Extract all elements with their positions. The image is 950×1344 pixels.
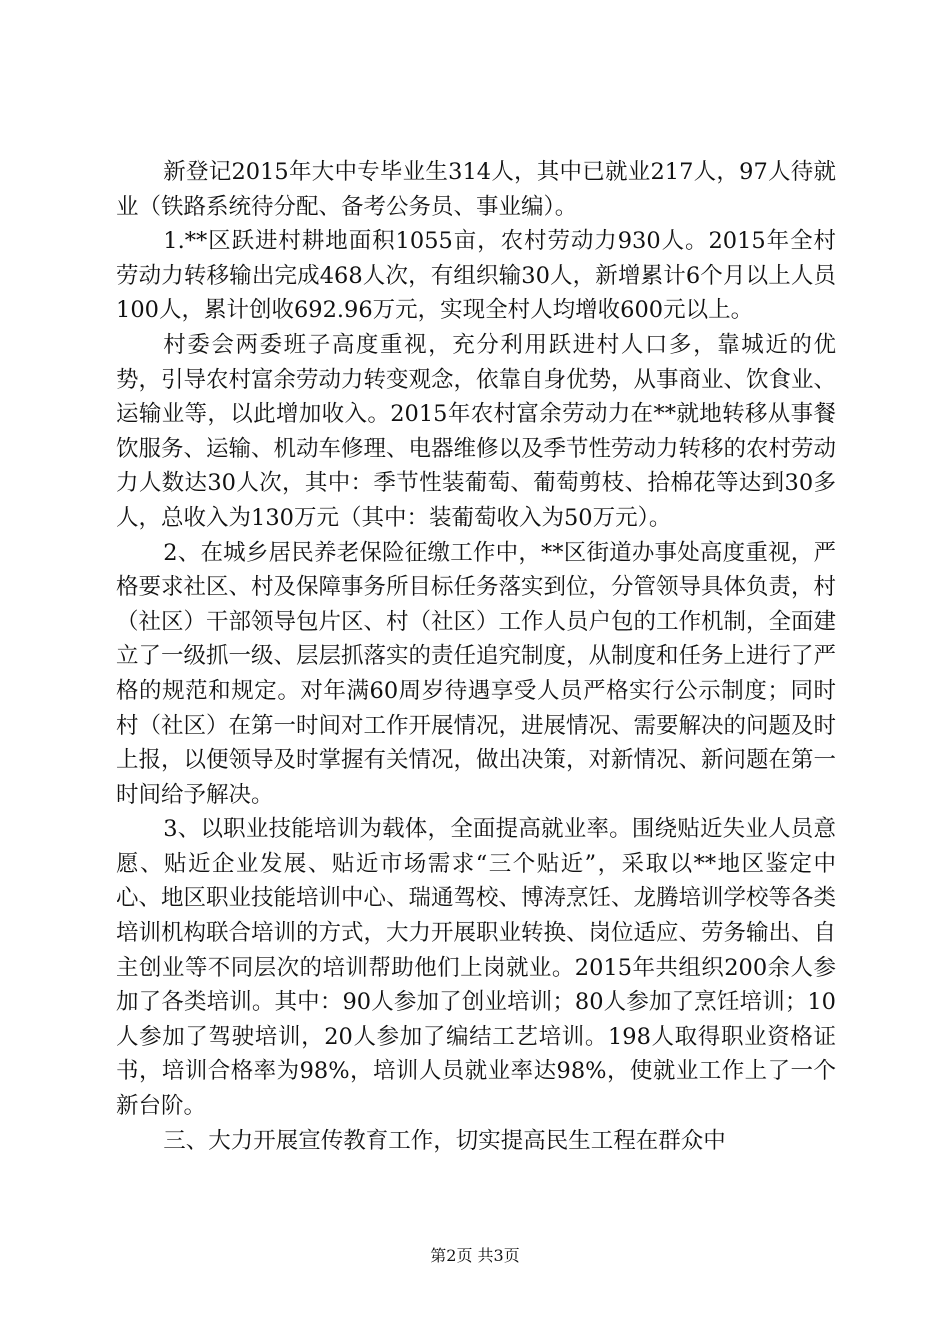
document-body <box>116 155 836 1158</box>
paragraph-graduates: 新登记2015年大中专毕业生314人，其中已就业217人，97人待就业（铁路系统待分配、备考公务员、事业编）。 <box>116 159 836 220</box>
paragraph-village-labor: 1.**区跃进村耕地面积1055亩，农村劳动力930人。2015年全村劳动力转移输出完成468人次，有组织输30人，新增累计6个月以上人员100人，累计创收692.96万元，实现全村人均增收600元以上。 <box>116 228 836 324</box>
paragraph-village-committee: 村委会两委班子高度重视，充分利用跃进村人口多，靠城近的优势，引导农村富余劳动力转变观念，依靠自身优势，从事商业、饮食业、运输业等，以此增加收入。2015年农村富余劳动力在**就地转移从事餐饮服务、运输、机动车修理、电器维修以及季节性劳动力转移的农村劳动力人数达30人次，其中：季节性装葡萄、葡萄剪枝、拾棉花等达到30多人，总收入为130万元（其中：装葡萄收入为50万元）。 <box>116 331 837 531</box>
paragraph-section-three: 三、大力开展宣传教育工作，切实提高民生工程在群众中 <box>163 1127 726 1154</box>
paragraph-pension-insurance: 2、在城乡居民养老保险征缴工作中，**区街道办事处高度重视，严格要求社区、村及保障事务所目标任务落实到位，分管领导具体负责，村（社区）干部领导包片区、村（社区）工作人员户包的工作机制，全面建立了一级抓一级、层层抓落实的责任追究制度，从制度和任务上进行了严格的规范和规定。对年满60周岁待遇享受人员严格实行公示制度；同时村（社区）在第一时间对工作开展情况，进展情况、需要解决的问题及时上报，以便领导及时掌握有关情况，做出决策，对新情况、新问题在第一时间给予解决。 <box>116 539 837 808</box>
paragraph-skills-training: 3、以职业技能培训为载体，全面提高就业率。围绕贴近失业人员意愿、贴近企业发展、贴近市场需求“三个贴近”，采取以**地区鉴定中心、地区职业技能培训中心、瑞通驾校、博涛烹饪、龙腾培训学校等各类培训机构联合培训的方式，大力开展职业转换、岗位适应、劳务输出、自主创业等不同层次的培训帮助他们上岗就业。2015年共组织200余人参加了各类培训。其中：90人参加了创业培训；80人参加了烹饪培训；10人参加了驾驶培训，20人参加了编结工艺培训。198人取得职业资格证书，培训合格率为98%，培训人员就业率达98%，使就业工作上了一个新台阶。 <box>116 816 837 1120</box>
page-number-footer: 第2页 共3页 <box>430 1246 520 1265</box>
